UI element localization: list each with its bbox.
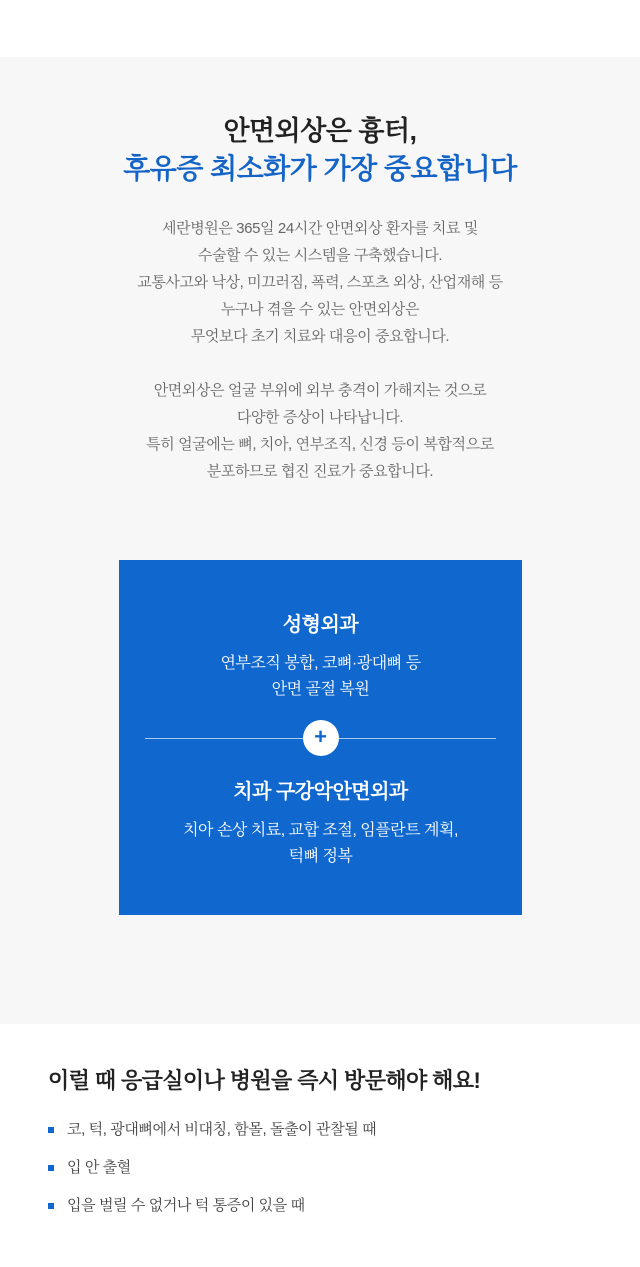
list-item-label: 코, 턱, 광대뼈에서 비대칭, 함몰, 돌출이 관찰될 때 <box>67 1121 377 1138</box>
department-description-line: 연부조직 봉합, 코뼈·광대뼈 등 <box>220 655 421 672</box>
lead-line: 교통사고와 낙상, 미끄러짐, 폭력, 스포츠 외상, 산업재해 등 <box>137 274 503 291</box>
list-item-label: 입 안 출혈 <box>67 1159 131 1176</box>
department-section-plastic-surgery <box>119 608 522 703</box>
page-title <box>0 112 640 188</box>
lead-line: 분포하므로 협진 진료가 중요합니다. <box>206 463 434 480</box>
list-item <box>48 1195 608 1217</box>
list-item <box>48 1119 608 1141</box>
lead-line: 세란병원은 365일 24시간 안면외상 환자를 치료 및 <box>162 220 478 237</box>
warning-list <box>48 1119 608 1217</box>
lead-line: 무엇보다 초기 치료와 대응이 중요합니다. <box>190 328 450 345</box>
warning-title: 이럴 때 응급실이나 병원을 즉시 방문해야 해요! <box>48 1068 481 1093</box>
department-title: 치과 구강악안면외과 <box>233 781 408 803</box>
bullet-icon <box>48 1127 54 1133</box>
lead-line: 다양한 증상이 나타납니다. <box>236 409 404 426</box>
lead-line: 안면외상은 얼굴 부위에 외부 충격이 가해지는 것으로 <box>153 382 487 399</box>
warning-section <box>48 1064 608 1233</box>
department-title: 성형외과 <box>282 614 359 636</box>
plus-icon: + <box>303 720 339 756</box>
headline-line-1: 안면외상은 흉터, <box>223 116 417 146</box>
lead-line: 특히 얼굴에는 뼈, 치아, 연부조직, 신경 등이 복합적으로 <box>146 436 494 453</box>
paragraph-spacer <box>0 350 640 377</box>
department-description-line: 턱뼈 정복 <box>288 848 353 865</box>
department-card <box>119 560 522 915</box>
department-description <box>145 651 496 703</box>
department-description-line: 안면 골절 복원 <box>271 681 370 698</box>
hero-description <box>0 215 640 485</box>
department-section-oral-maxillofacial <box>119 775 522 870</box>
lead-line: 수술할 수 있는 시스템을 구축했습니다. <box>197 247 443 264</box>
bullet-icon <box>48 1165 54 1171</box>
hero-content <box>0 57 640 485</box>
list-item-label: 입을 벌릴 수 없거나 턱 통증이 있을 때 <box>67 1197 305 1214</box>
headline-line-2: 후유증 최소화가 가장 중요합니다 <box>123 153 517 184</box>
bullet-icon <box>48 1203 54 1209</box>
lead-line: 누구나 겪을 수 있는 안면외상은 <box>220 301 420 318</box>
department-description-line: 치아 손상 치료, 교합 조절, 임플란트 계획, <box>183 822 458 839</box>
department-description <box>145 818 496 870</box>
list-item <box>48 1157 608 1179</box>
